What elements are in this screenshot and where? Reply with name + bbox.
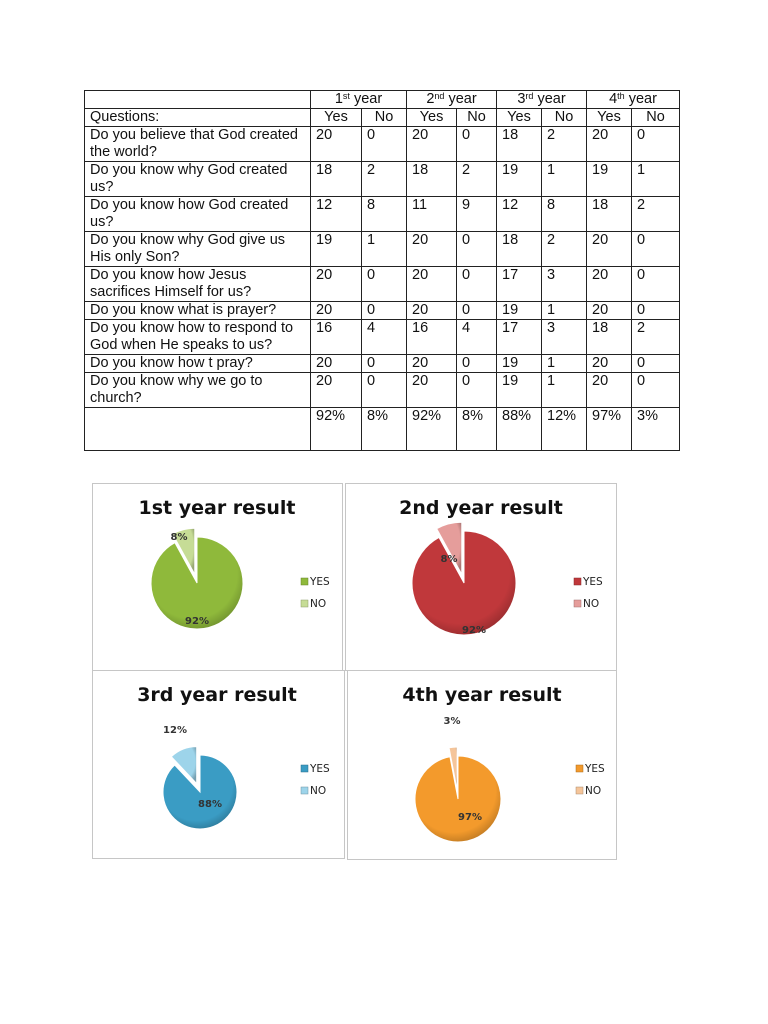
chart-1st-year — [92, 483, 343, 671]
no-count-cell: 0 — [632, 302, 680, 320]
no-count-cell: 0 — [632, 355, 680, 373]
no-count-cell: 0 — [632, 127, 680, 162]
no-count-cell: 0 — [362, 127, 407, 162]
year-header-row — [85, 91, 680, 109]
year-header-2: 2nd year — [407, 91, 497, 109]
yes-count-cell: 20 — [587, 355, 632, 373]
yes-count-cell: 19 — [497, 162, 542, 197]
data-label-yes: 92% — [462, 625, 486, 636]
question-cell: Do you know why God give us His only Son? — [85, 232, 311, 267]
questions-header: Questions: — [85, 109, 311, 127]
legend-swatch — [574, 600, 581, 607]
yes-header: Yes — [407, 109, 457, 127]
yes-count-cell: 20 — [587, 127, 632, 162]
no-count-cell: 0 — [362, 373, 407, 408]
yes-count-cell: 20 — [587, 302, 632, 320]
yes-count-cell: 18 — [497, 127, 542, 162]
no-count-cell: 3 — [542, 320, 587, 355]
no-count-cell: 0 — [457, 232, 497, 267]
no-count-cell: 4 — [362, 320, 407, 355]
no-count-cell: 2 — [457, 162, 497, 197]
question-cell: Do you believe that God created the world? — [85, 127, 311, 162]
no-count-cell: 1 — [362, 232, 407, 267]
no-count-cell: 1 — [542, 355, 587, 373]
question-row — [85, 197, 680, 232]
year-header-4: 4th year — [587, 91, 680, 109]
no-count-cell: 2 — [632, 320, 680, 355]
no-count-cell: 2 — [632, 197, 680, 232]
question-row — [85, 232, 680, 267]
yes-header: Yes — [497, 109, 542, 127]
legend-label: NO — [310, 785, 327, 797]
yes-count-cell: 11 — [407, 197, 457, 232]
question-row — [85, 302, 680, 320]
no-count-cell: 0 — [362, 302, 407, 320]
chart-title: 1st year result — [138, 497, 296, 519]
pie-chart-svg — [93, 671, 344, 858]
total-percent-cell: 12% — [542, 408, 587, 451]
question-row — [85, 320, 680, 355]
total-percent-cell: 97% — [587, 408, 632, 451]
no-count-cell: 2 — [542, 232, 587, 267]
total-percent-cell: 88% — [497, 408, 542, 451]
chart-title: 4th year result — [402, 684, 562, 706]
no-count-cell: 1 — [632, 162, 680, 197]
data-label-no: 8% — [170, 532, 188, 543]
no-header: No — [362, 109, 407, 127]
no-count-cell: 0 — [632, 267, 680, 302]
no-count-cell: 0 — [457, 373, 497, 408]
yes-count-cell: 18 — [587, 197, 632, 232]
yes-count-cell: 20 — [587, 373, 632, 408]
year-header-3: 3rd year — [497, 91, 587, 109]
yes-count-cell: 20 — [311, 355, 362, 373]
total-percent-cell: 3% — [632, 408, 680, 451]
data-label-no: 8% — [440, 554, 458, 565]
no-count-cell: 4 — [457, 320, 497, 355]
no-header: No — [632, 109, 680, 127]
yes-count-cell: 19 — [497, 302, 542, 320]
yes-header: Yes — [587, 109, 632, 127]
yes-count-cell: 20 — [587, 232, 632, 267]
chart-4th-year — [347, 670, 617, 860]
legend-swatch — [576, 765, 583, 772]
yes-count-cell: 16 — [407, 320, 457, 355]
pie-chart-svg — [348, 671, 616, 859]
empty-header-cell — [85, 91, 311, 109]
legend-swatch — [301, 600, 308, 607]
yes-count-cell: 20 — [407, 373, 457, 408]
yes-header: Yes — [311, 109, 362, 127]
legend-swatch — [576, 787, 583, 794]
no-count-cell: 0 — [457, 355, 497, 373]
yes-count-cell: 16 — [311, 320, 362, 355]
pie-slice-yes — [415, 756, 501, 842]
chart-title: 3rd year result — [137, 684, 297, 706]
no-header: No — [542, 109, 587, 127]
question-cell: Do you know how t pray? — [85, 355, 311, 373]
yes-count-cell: 20 — [587, 267, 632, 302]
no-count-cell: 0 — [362, 355, 407, 373]
no-count-cell: 8 — [542, 197, 587, 232]
legend-swatch — [301, 765, 308, 772]
yes-count-cell: 12 — [311, 197, 362, 232]
question-row — [85, 267, 680, 302]
pie-chart-svg — [93, 484, 342, 670]
survey-table — [84, 90, 680, 451]
chart-3rd-year — [92, 670, 345, 859]
no-count-cell: 0 — [457, 127, 497, 162]
question-cell: Do you know how God created us? — [85, 197, 311, 232]
no-count-cell: 1 — [542, 373, 587, 408]
question-cell: Do you know how Jesus sacrifices Himself for us? — [85, 267, 311, 302]
year-header-1: 1st year — [311, 91, 407, 109]
chart-2nd-year — [345, 483, 617, 671]
yes-count-cell: 20 — [407, 127, 457, 162]
legend-label: YES — [583, 576, 603, 588]
yes-count-cell: 19 — [497, 373, 542, 408]
total-percent-cell: 92% — [311, 408, 362, 451]
no-count-cell: 2 — [542, 127, 587, 162]
yes-count-cell: 18 — [497, 232, 542, 267]
data-label-no: 12% — [163, 725, 187, 736]
chart-title: 2nd year result — [399, 497, 563, 519]
yes-count-cell: 20 — [311, 127, 362, 162]
question-row — [85, 355, 680, 373]
yes-count-cell: 19 — [497, 355, 542, 373]
question-cell: Do you know what is prayer? — [85, 302, 311, 320]
legend-label: YES — [310, 576, 330, 588]
yes-count-cell: 19 — [587, 162, 632, 197]
yes-count-cell: 20 — [407, 267, 457, 302]
no-count-cell: 3 — [542, 267, 587, 302]
yes-count-cell: 19 — [311, 232, 362, 267]
no-count-cell: 0 — [632, 373, 680, 408]
yes-count-cell: 18 — [311, 162, 362, 197]
legend-swatch — [301, 787, 308, 794]
legend-label: YES — [310, 763, 330, 775]
question-cell: Do you know why we go to church? — [85, 373, 311, 408]
question-cell: Do you know why God created us? — [85, 162, 311, 197]
yes-count-cell: 17 — [497, 267, 542, 302]
no-count-cell: 2 — [362, 162, 407, 197]
question-row — [85, 162, 680, 197]
no-count-cell: 1 — [542, 302, 587, 320]
yes-count-cell: 20 — [311, 302, 362, 320]
yes-count-cell: 12 — [497, 197, 542, 232]
legend-swatch — [574, 578, 581, 585]
legend-label: NO — [585, 785, 602, 797]
question-row — [85, 373, 680, 408]
no-count-cell: 0 — [457, 302, 497, 320]
total-percent-cell: 92% — [407, 408, 457, 451]
no-count-cell: 8 — [362, 197, 407, 232]
no-count-cell: 0 — [632, 232, 680, 267]
total-percent-cell: 8% — [457, 408, 497, 451]
data-label-yes: 88% — [198, 799, 222, 810]
yes-count-cell: 20 — [407, 232, 457, 267]
no-count-cell: 1 — [542, 162, 587, 197]
data-label-yes: 97% — [458, 812, 482, 823]
total-percent-cell: 8% — [362, 408, 407, 451]
pie-slice-yes — [412, 531, 516, 635]
yes-count-cell: 17 — [497, 320, 542, 355]
yes-count-cell: 18 — [587, 320, 632, 355]
question-cell: Do you know how to respond to God when He speaks to us? — [85, 320, 311, 355]
legend-swatch — [301, 578, 308, 585]
data-label-yes: 92% — [185, 616, 209, 627]
no-count-cell: 0 — [457, 267, 497, 302]
question-row — [85, 127, 680, 162]
yes-no-header-row — [85, 109, 680, 127]
no-count-cell: 9 — [457, 197, 497, 232]
yes-count-cell: 18 — [407, 162, 457, 197]
no-header: No — [457, 109, 497, 127]
legend-label: YES — [585, 763, 605, 775]
yes-count-cell: 20 — [407, 302, 457, 320]
data-label-no: 3% — [443, 716, 461, 727]
pie-slice-yes — [163, 755, 237, 829]
totals-row — [85, 408, 680, 451]
yes-count-cell: 20 — [311, 267, 362, 302]
no-count-cell: 0 — [362, 267, 407, 302]
pie-chart-svg — [346, 484, 616, 670]
legend-label: NO — [583, 598, 600, 610]
yes-count-cell: 20 — [407, 355, 457, 373]
yes-count-cell: 20 — [311, 373, 362, 408]
legend-label: NO — [310, 598, 327, 610]
totals-label-cell — [85, 408, 311, 451]
